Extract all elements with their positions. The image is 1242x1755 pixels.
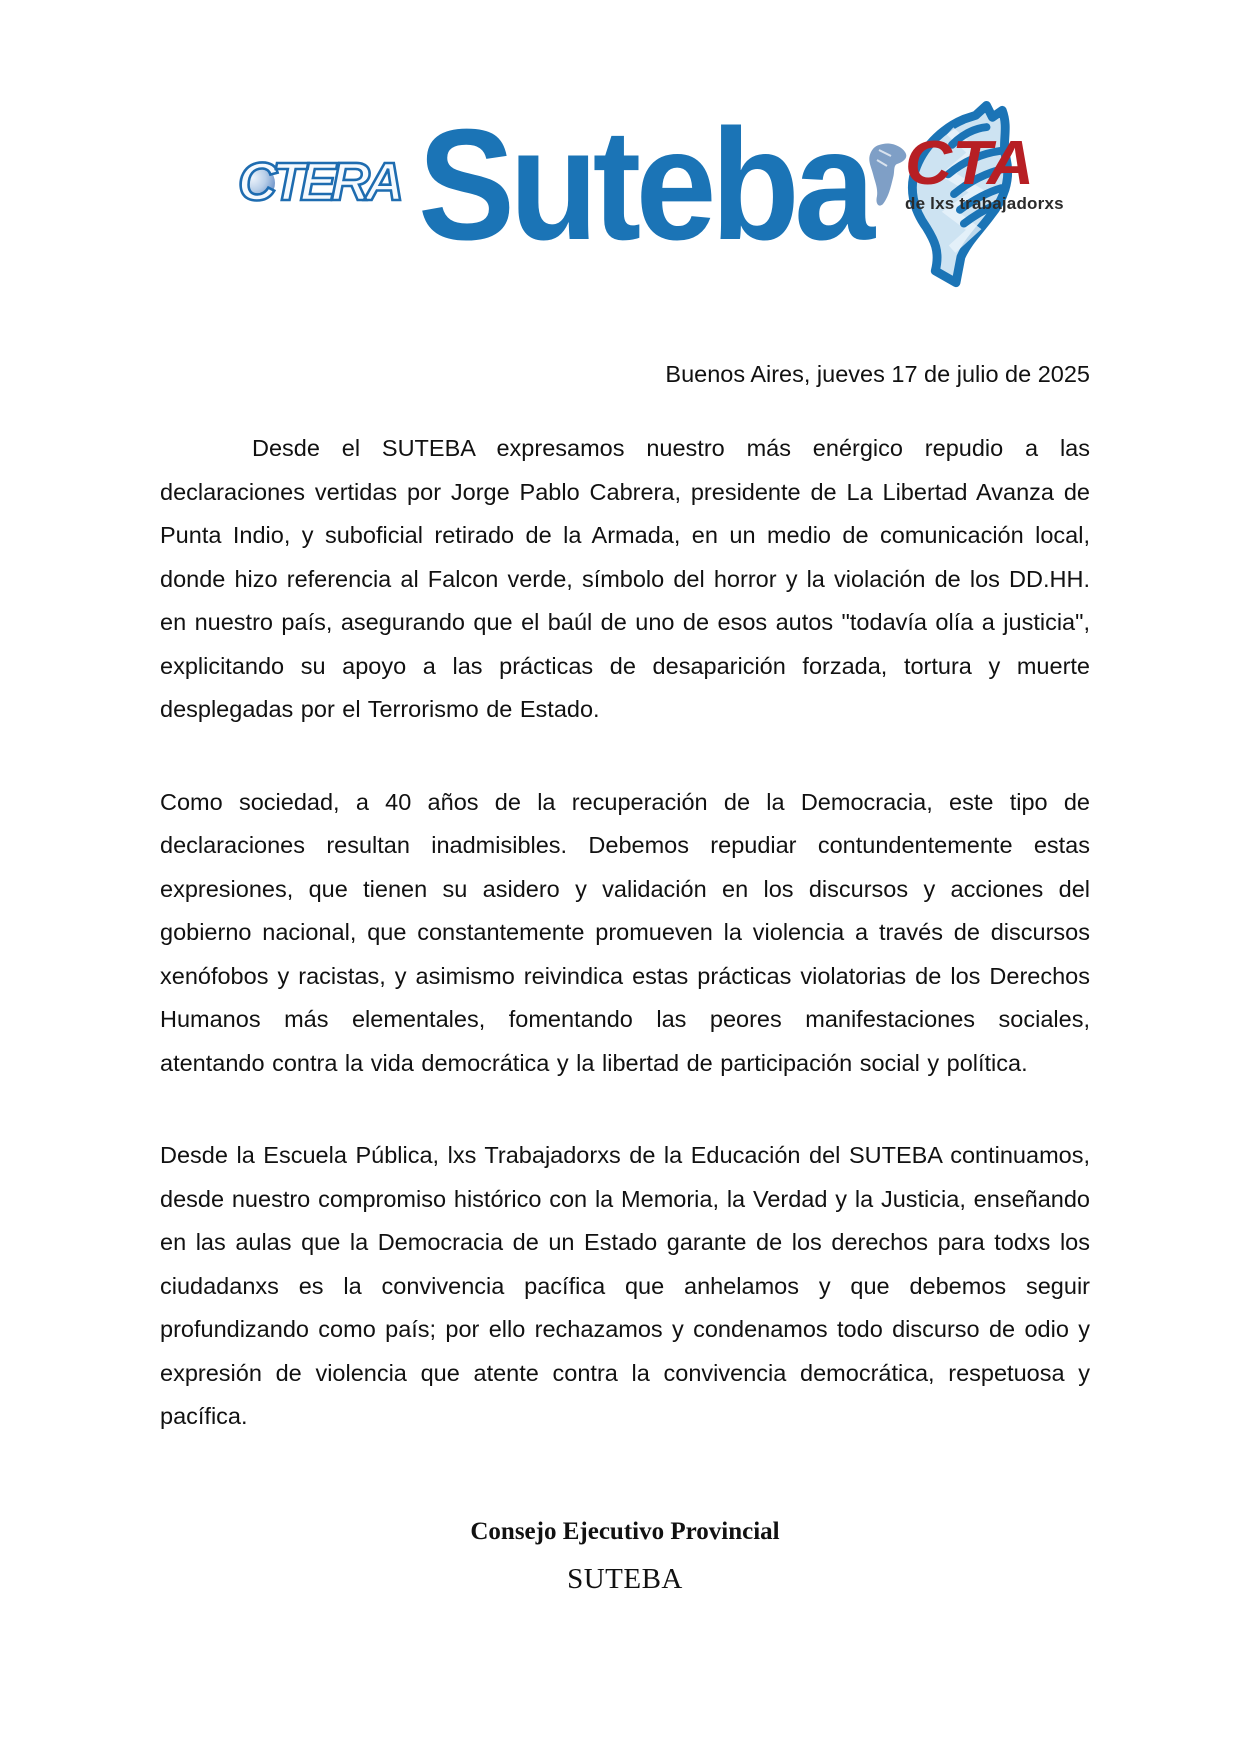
- letter-paragraph-1: Desde el SUTEBA expresamos nuestro más enérgico repudio a las declaraciones vertidas por Jorge Pablo Cabrera, presidente de La Libertad Avanza de Punta Indio, y suboficial retirado de la Armada, en un medio de comunicación local, donde hizo referencia al Falcon verde, símbolo del horror y la violación de los DD.HH. en nuestro país, asegurando que el baúl de uno de esos autos "todavía olía a justicia", explicitando su apoyo a las prácticas de desaparición forzada, tortura y muerte desplegadas por el Terrorismo de Estado.: [160, 435, 1090, 722]
- ctera-wordmark: CTERA: [238, 152, 399, 212]
- letter-paragraph-3: Desde la Escuela Pública, lxs Trabajadorxs de la Educación del SUTEBA continuamos, desde nuestro compromiso histórico con la Memoria, la Verdad y la Justicia, enseñando en las aulas que la Democracia de un Estado garante de los derechos para todxs los ciudadanxs es la convivencia pacífica que anhelamos y que debemos seguir profundizando como país; por ello rechazamos y condenamos todo discurso de odio y expresión de violencia que atente contra la convivencia democrática, respetuosa y pacífica.: [160, 1142, 1090, 1429]
- signature-block: [160, 1517, 1090, 1594]
- signature-org: SUTEBA: [567, 1562, 683, 1595]
- cta-wordmark: CTA: [905, 129, 1034, 198]
- cta-logo: [865, 129, 1064, 217]
- cta-text-block: [905, 129, 1064, 214]
- letterhead: [160, 98, 1090, 303]
- ctera-logo: [238, 152, 399, 212]
- date-line: Buenos Aires, jueves 17 de julio de 2025: [665, 361, 1090, 387]
- suteba-wordmark: Suteba: [418, 97, 870, 273]
- cta-sublabel: de lxs trabajadorxs: [905, 194, 1064, 213]
- signature-title: Consejo Ejecutivo Provincial: [470, 1517, 780, 1545]
- letter-body: [160, 427, 1090, 1439]
- letter-paragraph-2: Como sociedad, a 40 años de la recuperación de la Democracia, este tipo de declaraciones resultan inadmisibles. Debemos repudiar contundentemente estas expresiones, que tienen su asidero y validación en los discursos y acciones del gobierno nacional, que constantemente promueven la violencia a través de discursos xenófobos y racistas, y asimismo reivindica estas prácticas violatorias de los Derechos Humanos más elementales, fomentando las peores manifestaciones sociales, atentando contra la vida democrática y la libertad de participación social y política.: [160, 788, 1090, 1076]
- letter-content: [160, 0, 1090, 1594]
